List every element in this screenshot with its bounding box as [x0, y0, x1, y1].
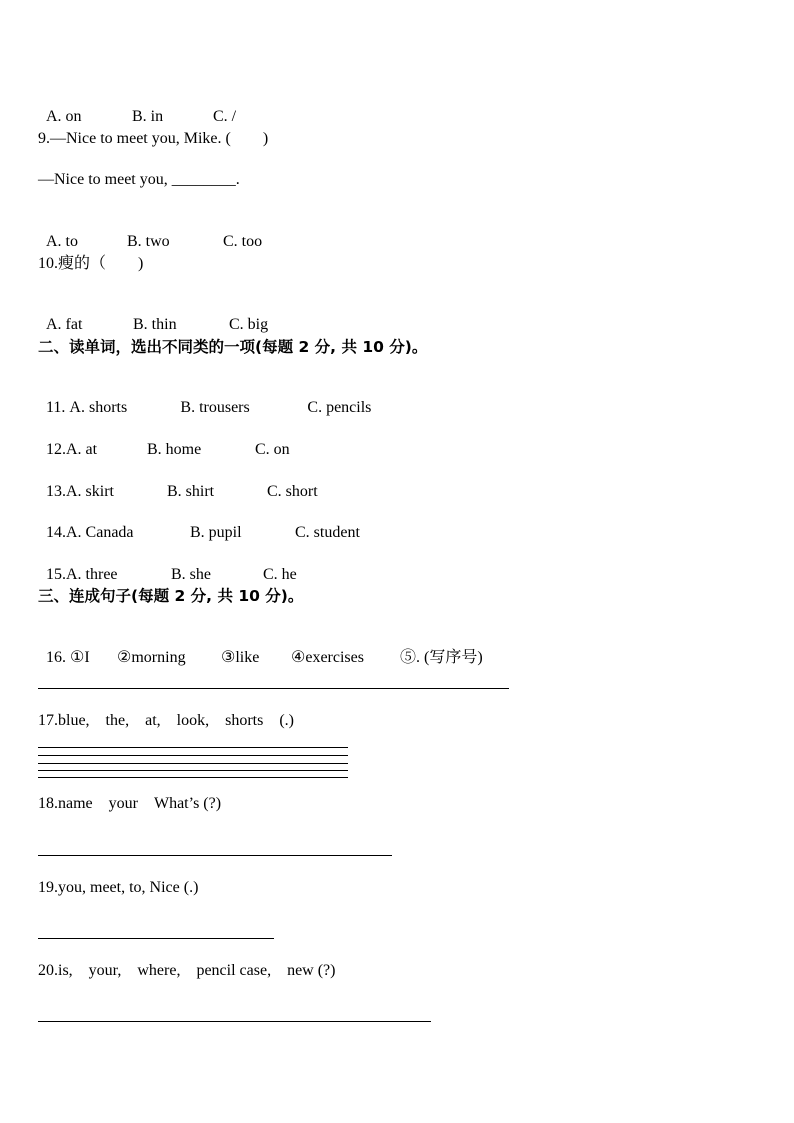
q13 [38, 462, 318, 502]
q8-option-a: A. on [46, 108, 82, 125]
q20-prompt: 20.is, your, where, pencil case, new (?) [38, 962, 336, 979]
q16 [38, 628, 483, 668]
q9-option-c: C. too [223, 233, 263, 250]
q9-reply: —Nice to meet you, ________. [38, 171, 240, 188]
q15-option-a: A. three [66, 566, 118, 583]
q12-number: 12. [46, 441, 66, 458]
q12-option-b: B. home [147, 441, 202, 458]
q13-option-b: B. shirt [167, 483, 215, 500]
q16-number: 16. [46, 649, 70, 666]
q18-answer-line[interactable] [38, 855, 392, 856]
q12-option-a: A. at [66, 441, 98, 458]
q14-option-a: A. Canada [66, 524, 134, 541]
q8-options [38, 87, 236, 127]
q16-word-2: ②morning [117, 649, 186, 666]
q10-option-a: A. fat [46, 316, 83, 333]
q14 [38, 503, 360, 543]
q12 [38, 420, 290, 460]
q11-option-b: B. trousers [180, 399, 250, 416]
q14-option-b: B. pupil [190, 524, 242, 541]
q13-number: 13. [46, 483, 66, 500]
q10-option-c: C. big [229, 316, 269, 333]
q9-option-a: A. to [46, 233, 78, 250]
q20-answer-line[interactable] [38, 1021, 431, 1022]
q15-number: 15. [46, 566, 66, 583]
q11-option-c: C. pencils [307, 399, 372, 416]
q14-option-c: C. student [295, 524, 360, 541]
q17-answer-line-2[interactable] [38, 755, 348, 756]
q10-options [38, 295, 268, 335]
q17-answer-line-1[interactable] [38, 747, 348, 748]
q8-option-b: B. in [132, 108, 164, 125]
q11-number: 11. [46, 399, 70, 416]
q8-option-c: C. / [213, 108, 237, 125]
q12-option-c: C. on [255, 441, 290, 458]
q16-word-3: ③like [221, 649, 260, 666]
q15-option-c: C. he [263, 566, 297, 583]
q16-word-4: ④exercises [291, 649, 364, 666]
q10-prompt: 10.瘦的（ ) [38, 255, 144, 272]
q9-prompt: 9.—Nice to meet you, Mike. ( ) [38, 130, 269, 147]
section-3-title: 三、连成句子(每题 2 分, 共 10 分)。 [38, 587, 304, 605]
q10-option-b: B. thin [133, 316, 177, 333]
q9-option-b: B. two [127, 233, 170, 250]
q17-answer-line-4[interactable] [38, 770, 348, 771]
q11-option-a: A. shorts [69, 399, 128, 416]
q15 [38, 545, 297, 585]
q16-word-5: ⑤. (写序号) [400, 649, 483, 666]
q14-number: 14. [46, 524, 66, 541]
q13-option-c: C. short [267, 483, 318, 500]
q11 [38, 378, 371, 418]
q18-prompt: 18.name your What’s (?) [38, 795, 222, 812]
q9-options [38, 212, 262, 252]
q13-option-a: A. skirt [66, 483, 114, 500]
q19-prompt: 19.you, meet, to, Nice (.) [38, 879, 199, 896]
q19-answer-line[interactable] [38, 938, 274, 939]
q15-option-b: B. she [171, 566, 211, 583]
q17-answer-line-5[interactable] [38, 777, 348, 778]
q16-word-1: ①I [70, 649, 90, 666]
q17-answer-line-3[interactable] [38, 763, 348, 764]
section-2-title: 二、读单词，选出不同类的一项(每题 2 分, 共 10 分)。 [38, 338, 428, 356]
q17-prompt: 17.blue, the, at, look, shorts (.) [38, 712, 294, 729]
q16-answer-line[interactable] [38, 688, 509, 689]
